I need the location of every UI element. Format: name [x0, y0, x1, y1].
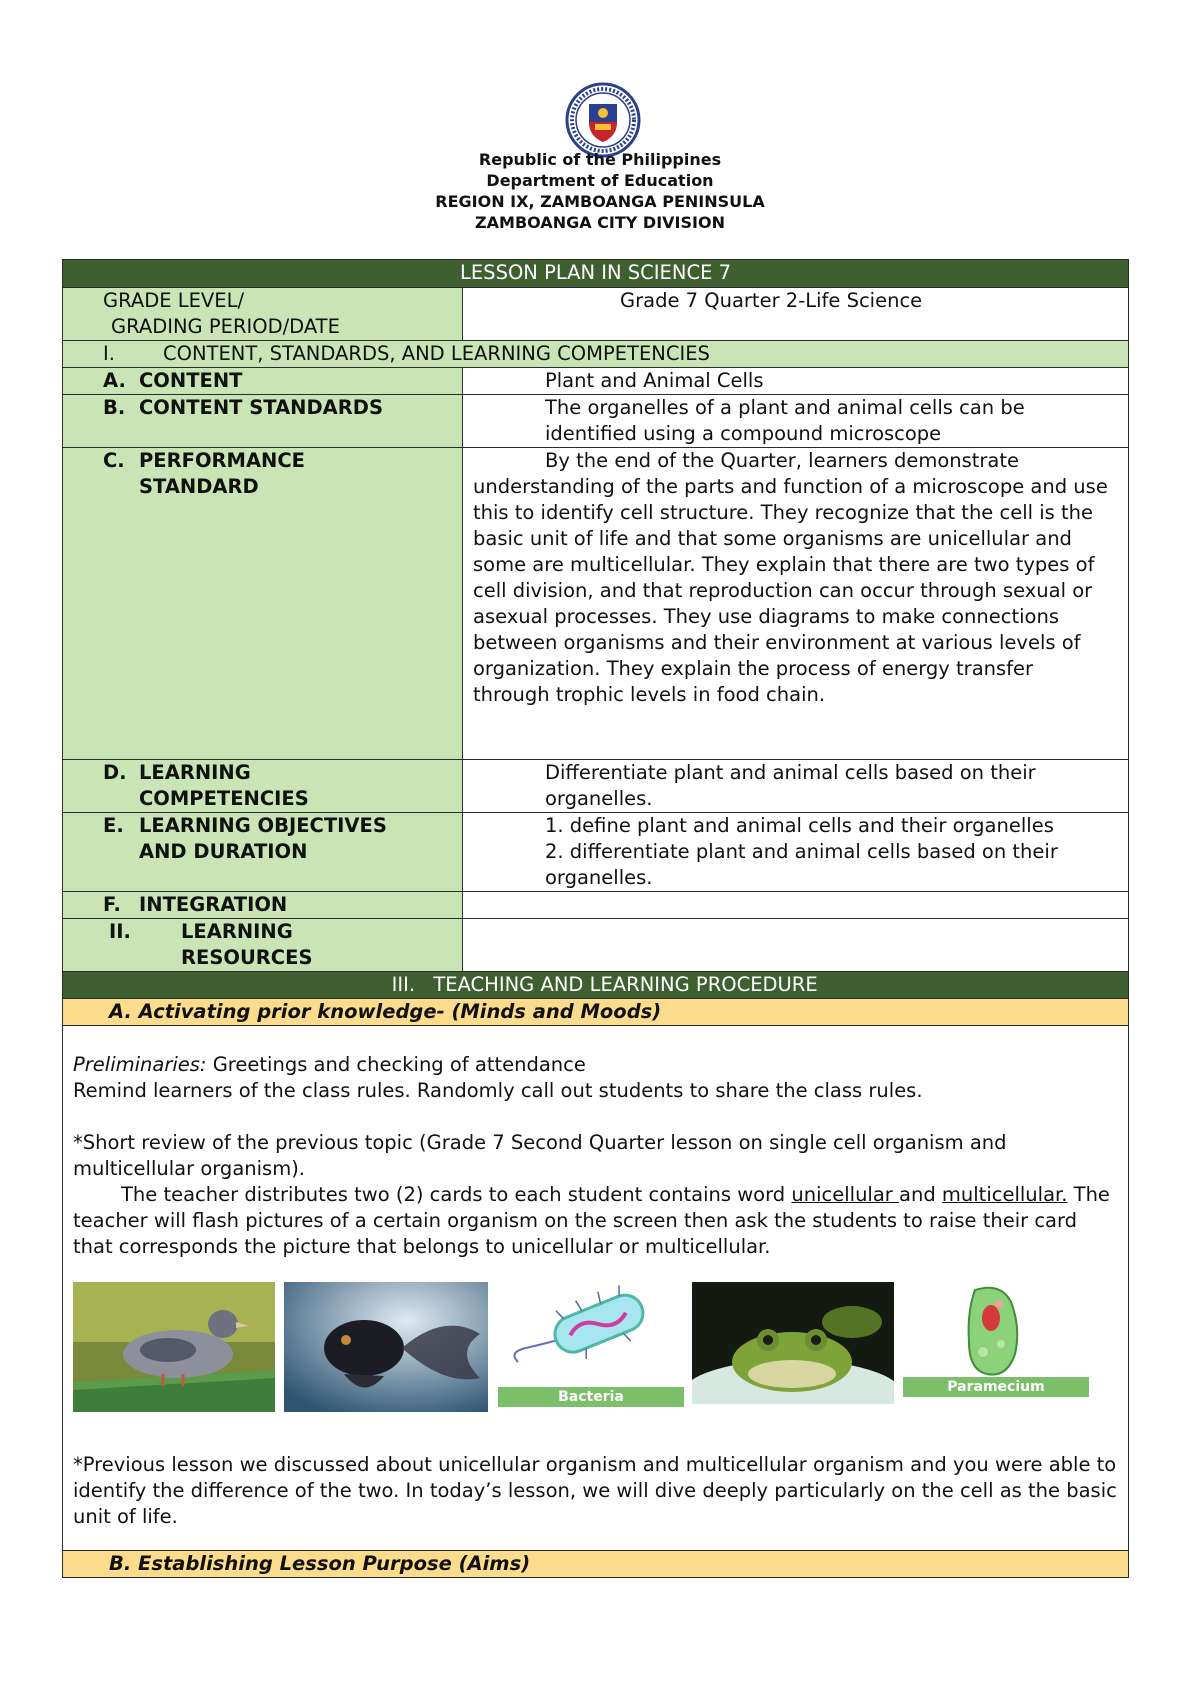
learning-objective-1: 1. define plant and animal cells and their organelles: [545, 814, 1054, 837]
performance-standard-value: By the end of the Quarter, learners demonstrate understanding of the parts and function of a microscope and use this to identify cell structure. They recognize that the cell is the basic unit of life and that some organisms are unicellular and some are multicellular. They explain that there are two types of cell division, and that reproduction can occur through sexual or asexual processes. They use diagrams to make connections between organisms and their environment at various levels of organization. They explain the process of energy transfer through trophic levels in food chain.: [463, 448, 1129, 760]
cards-paragraph: [73, 1182, 1118, 1260]
frog-image: [692, 1282, 894, 1404]
section-1-number: I.: [103, 342, 115, 365]
content-standards-line2: identified using a compound microscope: [545, 422, 942, 445]
header-division: ZAMBOANGA CITY DIVISION: [475, 213, 725, 232]
preliminaries-text: Greetings and checking of attendance: [206, 1053, 586, 1076]
header-block: [0, 149, 1200, 233]
performance-standard-key: C.: [103, 449, 125, 472]
learning-objectives-label: [63, 813, 463, 892]
learning-competencies-value: [463, 760, 1129, 813]
learning-resources-label: [63, 919, 463, 972]
integration-key: F.: [103, 893, 121, 916]
content-value: Plant and Animal Cells: [463, 368, 1129, 395]
class-rules-paragraph: Remind learners of the class rules. Randomly call out students to share the class rules.: [73, 1079, 923, 1102]
grade-level-label: [63, 288, 463, 341]
learning-competencies-label: [63, 760, 463, 813]
content-standards-label: [63, 395, 463, 448]
previous-lesson-paragraph: *Previous lesson we discussed about unicellular organism and multicellular organism and you were able to identify the difference of the two. In today’s lesson, we will dive deeply particularly on the cell as the basic unit of life.: [73, 1453, 1117, 1528]
lesson-plan-table: [62, 259, 1129, 1578]
performance-standard-label-line2: STANDARD: [139, 475, 259, 498]
learning-resources-label-line1: LEARNING: [181, 920, 293, 943]
section-1-header: [63, 341, 1129, 368]
cards-text-3: The teacher will flash pictures of a certain organism on the screen then ask the students to raise their card that corresponds the picture that belongs to unicellular or multicellular.: [73, 1183, 1110, 1258]
learning-competencies-key: D.: [103, 761, 127, 784]
section-1-title: CONTENT, STANDARDS, AND LEARNING COMPETENCIES: [163, 342, 710, 365]
grade-level-value: Grade 7 Quarter 2-Life Science: [463, 288, 1129, 341]
learning-competencies-label-line2: COMPETENCIES: [139, 787, 309, 810]
integration-value: [463, 892, 1129, 919]
integration-label-text: INTEGRATION: [139, 893, 288, 916]
cards-text-1: The teacher distributes two (2) cards to each student contains word: [121, 1183, 792, 1206]
learning-objective-2: 2. differentiate plant and animal cells based on their: [545, 840, 1058, 863]
cards-word-unicellular: unicellular: [791, 1183, 900, 1206]
header-republic: Republic of the Philippines: [478, 150, 722, 169]
content-key: A.: [103, 369, 126, 392]
performance-standard-label-line1: PERFORMANCE: [139, 449, 305, 472]
learning-objective-2-cont: organelles.: [545, 866, 653, 889]
section-3-number: III.: [391, 973, 416, 996]
learning-objectives-key: E.: [103, 814, 124, 837]
learning-objectives-label-line2: AND DURATION: [139, 840, 308, 863]
paramecium-caption: Paramecium: [903, 1377, 1089, 1397]
content-standards-key: B.: [103, 396, 126, 419]
goldfish-image: [284, 1282, 488, 1412]
header-department: Department of Education: [486, 171, 714, 190]
preliminaries-paragraph: [73, 1052, 1118, 1078]
header-region: REGION IX, ZAMBOANGA PENINSULA: [435, 192, 765, 211]
deped-seal-icon: [565, 82, 641, 158]
part-a-body: [63, 1026, 1129, 1551]
grade-level-label-line2: GRADING PERIOD/DATE: [111, 315, 340, 338]
learning-competencies-line1: Differentiate plant and animal cells based on their: [545, 761, 1036, 784]
short-review-paragraph: *Short review of the previous topic (Grade 7 Second Quarter lesson on single cell organism and multicellular organism).: [73, 1131, 1007, 1180]
learning-objectives-value: [463, 813, 1129, 892]
cards-text-2: and: [899, 1183, 936, 1206]
learning-competencies-label-line1: LEARNING: [139, 761, 251, 784]
content-label-text: CONTENT: [139, 369, 243, 392]
section-3-title: TEACHING AND LEARNING PROCEDURE: [433, 973, 818, 996]
part-a-header: A. Activating prior knowledge- (Minds and Moods): [63, 999, 1129, 1026]
learning-objectives-label-line1: LEARNING OBJECTIVES: [139, 814, 387, 837]
cards-word-multicellular: multicellular.: [941, 1183, 1068, 1206]
organism-pictures: [73, 1282, 1118, 1452]
content-standards-label-text: CONTENT STANDARDS: [139, 396, 384, 419]
performance-standard-label: [63, 448, 463, 760]
integration-label: [63, 892, 463, 919]
lesson-plan-title: LESSON PLAN IN SCIENCE 7: [63, 260, 1129, 288]
pigeon-image: [73, 1282, 275, 1412]
paramecium-image: [903, 1282, 1089, 1382]
content-standards-line1: The organelles of a plant and animal cells can be: [545, 396, 1025, 419]
learning-resources-value: [463, 919, 1129, 972]
preliminaries-label: Preliminaries:: [73, 1053, 207, 1076]
content-label: [63, 368, 463, 395]
learning-competencies-line2: organelles.: [545, 787, 653, 810]
part-b-header: B. Establishing Lesson Purpose (Aims): [63, 1551, 1129, 1578]
content-standards-value: [463, 395, 1129, 448]
bacteria-caption: Bacteria: [498, 1387, 684, 1407]
grade-level-label-line1: GRADE LEVEL/: [103, 289, 245, 312]
learning-resources-key: II.: [109, 920, 131, 943]
learning-resources-label-line2: RESOURCES: [181, 946, 313, 969]
section-3-header: [63, 972, 1129, 999]
